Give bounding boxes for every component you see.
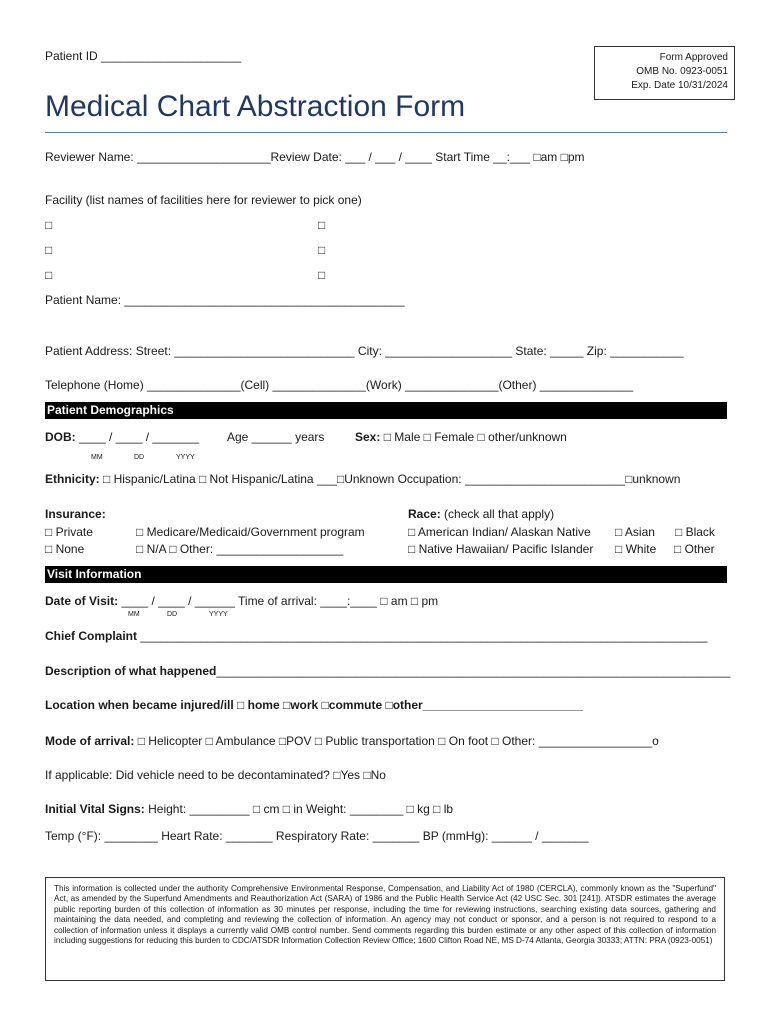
facility-checkbox[interactable]: □ xyxy=(45,243,53,257)
description-row xyxy=(45,664,730,678)
visit-yyyy-hint: YYYY xyxy=(209,611,228,618)
dob-dd-hint: DD xyxy=(134,454,145,461)
race-other[interactable]: □ Other xyxy=(674,542,715,556)
race-asian[interactable]: □ Asian xyxy=(615,525,655,539)
mode-of-arrival-label: Mode of arrival: xyxy=(45,734,135,748)
patient-id-field[interactable]: Patient ID _____________________ xyxy=(45,49,242,63)
sex-options[interactable]: □ Male □ Female □ other/unknown xyxy=(380,430,567,444)
vital-signs-row xyxy=(45,802,453,816)
reviewer-line[interactable]: Reviewer Name: ____________________Review Date: ___ / ___ / ____ Start Time __:___ □am □pm xyxy=(45,150,585,164)
ethnicity-label: Ethnicity: xyxy=(45,472,100,486)
mode-of-arrival-row xyxy=(45,734,659,748)
insurance-na-other[interactable]: □ N/A □ Other: ___________________ xyxy=(136,542,344,556)
dob-label: DOB: xyxy=(45,430,76,444)
title-divider xyxy=(45,132,727,133)
race-american-indian[interactable]: □ American Indian/ Alaskan Native xyxy=(408,525,591,539)
race-heading xyxy=(408,507,554,521)
omb-number: OMB No. 0923-0051 xyxy=(636,66,728,77)
location-injured-field[interactable]: Location when became injured/ill □ home □work □commute □other________________________ xyxy=(45,698,583,712)
insurance-label: Insurance: xyxy=(45,507,106,521)
visit-date-row xyxy=(45,594,438,608)
visit-date-field[interactable]: ____ / ____ / ______ Time of arrival: ____:____ □ am □ pm xyxy=(118,594,439,608)
omb-form-approved: Form Approved xyxy=(659,52,728,63)
facility-checkbox[interactable]: □ xyxy=(318,243,326,257)
temp-hr-rr-bp-fields[interactable]: Temp (°F): ________ Heart Rate: _______ Respiratory Rate: _______ BP (mmHg): ______ / _______ xyxy=(45,829,589,843)
sex-row xyxy=(355,430,567,444)
description-field[interactable]: _____________________________________________________________________________ xyxy=(216,664,731,678)
facility-checkbox[interactable]: □ xyxy=(318,268,326,282)
chief-complaint-label: Chief Complaint xyxy=(45,629,137,643)
ethnicity-options[interactable]: □ Hispanic/Latina □ Not Hispanic/Latina ___□Unknown Occupation: ________________________□unknown xyxy=(99,472,681,486)
facility-label: Facility (list names of facilities here for reviewer to pick one) xyxy=(45,193,362,207)
dob-row xyxy=(45,430,199,444)
race-note: (check all that apply) xyxy=(440,507,555,521)
insurance-medicare[interactable]: □ Medicare/Medicaid/Government program xyxy=(136,525,365,539)
patient-address-field[interactable]: Patient Address: Street: ___________________________ City: ___________________ State: _____ Zip: ___________ xyxy=(45,344,684,358)
insurance-none[interactable]: □ None xyxy=(45,542,85,556)
page-title: Medical Chart Abstraction Form xyxy=(45,90,466,123)
description-label: Description of what happened xyxy=(45,664,217,678)
section-header-visit: Visit Information xyxy=(45,566,727,583)
burden-statement: This information is collected under the authority Comprehensive Environmental Response, Compensation, and Liability Act of 1980 (CERCLA), commonly known as the "Superfund" Act, as amended by the Superfund Amendments and Reauthorization Act (SARA) of 1986 and the Public Health Service Act (42 USC Sec. 301 [241]). ATSDR estimates the average public reporting burden of this collection of information as 30 minutes per response, including the time for reviewing instructions, searching existing data sources, gathering and maintaining the data needed, and completing and reviewing the collection of information. An agency may not conduct or sponsor, and a person is not required to respond to a collection of information unless it displays a currently valid OMB control number. Send comments regarding this burden estimate or any other aspect of this collection of information including suggestions for reducing this burden to CDC/ATSDR Information Collection Review Office; 1600 Clifton Road NE, MS D-74 Atlanta, Georgia 30333; ATTN: PRA (0923-0051) xyxy=(45,877,725,981)
sex-label: Sex: xyxy=(355,430,381,444)
section-header-demographics: Patient Demographics xyxy=(45,402,727,419)
chief-complaint-row xyxy=(45,629,708,643)
facility-checkbox[interactable]: □ xyxy=(45,218,53,232)
visit-mm-hint: MM xyxy=(128,611,140,618)
omb-approval-box xyxy=(594,46,735,100)
omb-exp-date: Exp. Date 10/31/2024 xyxy=(631,80,728,91)
visit-date-label: Date of Visit: xyxy=(45,594,119,608)
visit-dd-hint: DD xyxy=(167,611,178,618)
race-black[interactable]: □ Black xyxy=(675,525,715,539)
facility-checkbox[interactable]: □ xyxy=(318,218,326,232)
telephone-field[interactable]: Telephone (Home) ______________(Cell) ______________(Work) ______________(Other) ______________ xyxy=(45,378,634,392)
facility-checkbox[interactable]: □ xyxy=(45,268,53,282)
dob-field[interactable]: ____ / ____ / _______ xyxy=(75,430,200,444)
patient-name-field[interactable]: Patient Name: __________________________________________ xyxy=(45,293,405,307)
height-weight-fields[interactable]: Height: _________ □ cm □ in Weight: ________ □ kg □ lb xyxy=(144,802,454,816)
insurance-private[interactable]: □ Private xyxy=(45,525,93,539)
race-label: Race: xyxy=(408,507,441,521)
age-field[interactable]: Age ______ years xyxy=(227,430,325,444)
vital-signs-label: Initial Vital Signs: xyxy=(45,802,145,816)
mode-of-arrival-options[interactable]: □ Helicopter □ Ambulance □POV □ Public transportation □ On foot □ Other: _________________o xyxy=(134,734,659,748)
race-native-hawaiian[interactable]: □ Native Hawaiian/ Pacific Islander xyxy=(408,542,594,556)
dob-yyyy-hint: YYYY xyxy=(176,454,195,461)
race-white[interactable]: □ White xyxy=(615,542,657,556)
decontamination-field[interactable]: If applicable: Did vehicle need to be decontaminated? □Yes □No xyxy=(45,768,386,782)
dob-mm-hint: MM xyxy=(91,454,103,461)
chief-complaint-field[interactable]: _____________________________________________________________________________________ xyxy=(137,629,708,643)
ethnicity-row xyxy=(45,472,680,486)
